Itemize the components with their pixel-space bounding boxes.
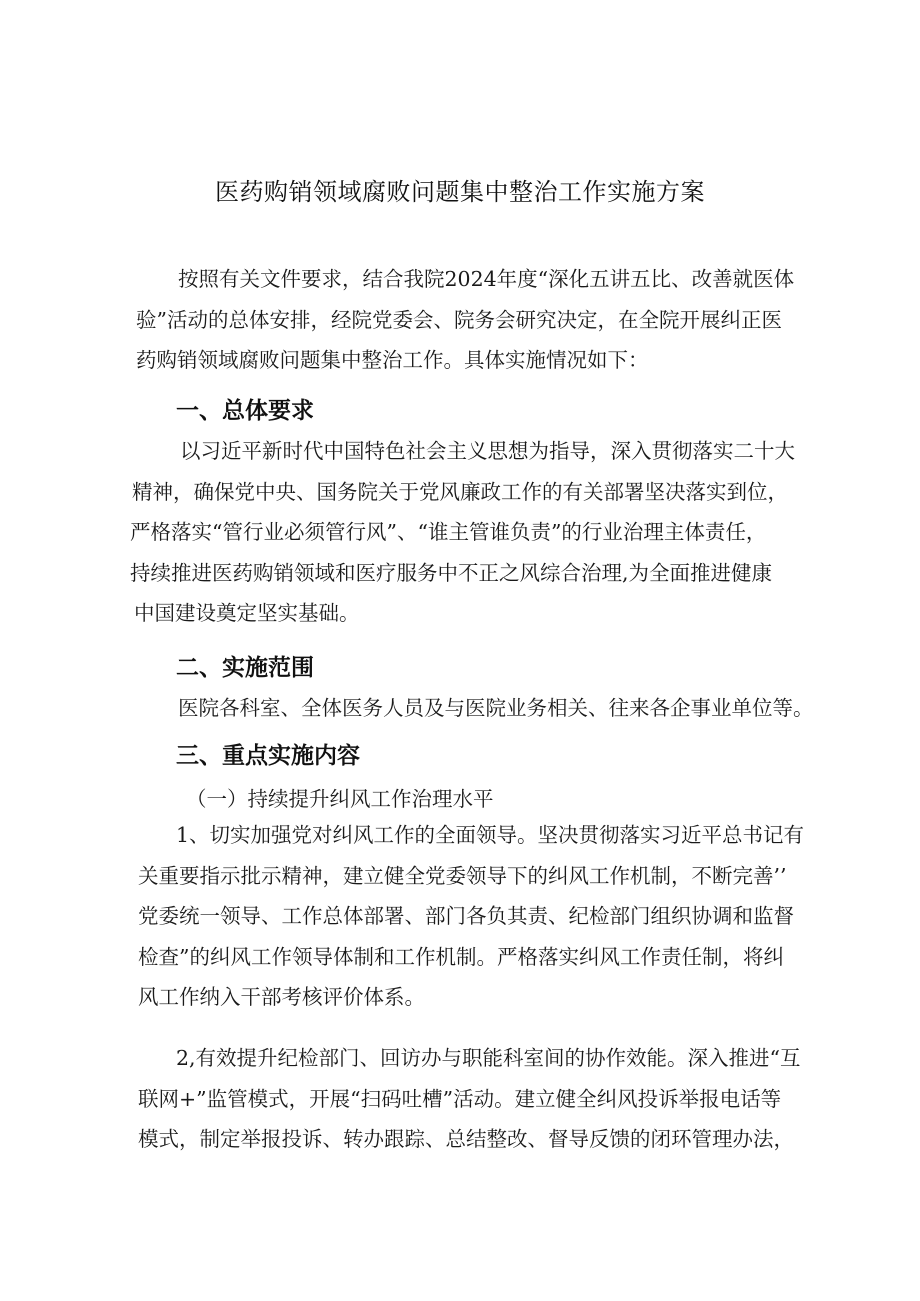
paragraph-line: 中国建设奠定坚实基础。	[134, 601, 360, 625]
paragraph-line: 严格落实“管行业必须管行风”、“谁主管谁负责”的行业治理主体责任，	[130, 520, 767, 544]
paragraph-line: 1、切实加强党对纠风工作的全面领导。坚决贯彻落实习近平总书记有	[176, 823, 805, 847]
item1-paragraph	[128, 815, 808, 1018]
paragraph-line: 关重要指示批示精神，建立健全党委领导下的纠风工作机制，不断完善’’	[138, 863, 787, 888]
section-heading-general-requirements: 一、总体要求	[176, 398, 314, 424]
paragraph-line: 验”活动的总体安排，经院党委会、院务会研究决定，在全院开展纠正医	[136, 307, 782, 332]
section1-paragraph	[128, 431, 808, 634]
paragraph-line: 医院各科室、全体医务人员及与医院业务相关、往来各企事业单位等。	[178, 696, 814, 720]
paragraph-line: 2,有效提升纪检部门、回访办与职能科室间的协作效能。深入推进“互	[176, 1046, 801, 1070]
paragraph-line: 联网+”监管模式，开展“扫码吐槽”活动。建立健全纠风投诉举报电话等	[138, 1086, 782, 1111]
subsection-heading: （一）持续提升纠风工作治理水平	[186, 787, 494, 811]
paragraph-line: 以习近平新时代中国特色社会主义思想为指导，深入贯彻落实二十大	[180, 439, 795, 463]
paragraph-line: 风工作纳入干部考核评价体系。	[138, 985, 425, 1009]
item2-paragraph	[128, 1038, 808, 1160]
paragraph-line: 模式，制定举报投诉、转办跟踪、总结整改、督导反馈的闭环管理办法，	[138, 1127, 794, 1151]
paragraph-line: 药购销领域腐败问题集中整治工作。具体实施情况如下：	[136, 348, 649, 372]
paragraph-line: 按照有关文件要求，结合我院2024年度“深化五讲五比、改善就医体	[178, 267, 795, 291]
section-heading-key-content: 三、重点实施内容	[176, 743, 360, 769]
intro-paragraph	[128, 259, 808, 381]
paragraph-line: 检查”的纠风工作领导体制和工作机制。严格落实纠风工作责任制，将纠	[138, 944, 784, 969]
paragraph-line: 党委统一领导、工作总体部署、部门各负其责、纪检部门组织协调和监督	[138, 904, 794, 928]
document-title: 医药购销领域腐败问题集中整治工作实施方案	[215, 178, 705, 206]
paragraph-line: 持续推进医药购销领域和医疗服务中不正之风综合治理,为全面推进健康	[130, 560, 773, 585]
paragraph-line: 精神，确保党中央、国务院关于党风廉政工作的有关部署坚决落实到位，	[132, 479, 788, 504]
section-heading-scope: 二、实施范围	[176, 655, 314, 681]
section2-paragraph	[128, 688, 814, 729]
